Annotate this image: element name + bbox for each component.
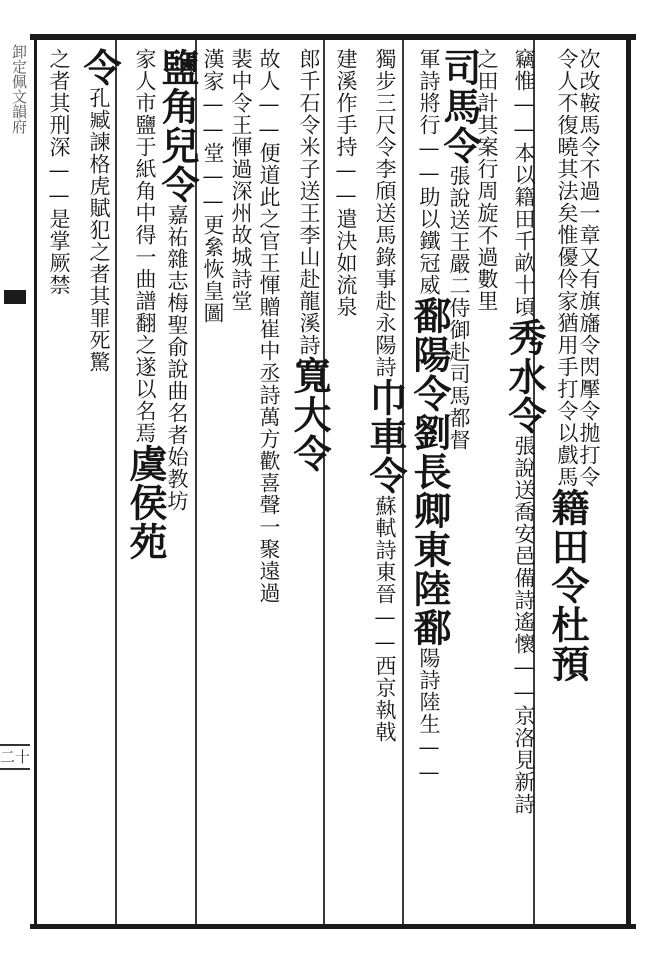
heading-yuhou: 虞侯苑 xyxy=(123,444,168,561)
margin-title: 卸定佩文韻府 xyxy=(10,44,28,134)
text-column-16: 之者其刑深——是掌厥禁 xyxy=(47,48,71,296)
heading-kuanda: 寬大令 xyxy=(287,356,332,473)
text-column-14: 家人市鹽于紙角中得一曲譜翻之遂以名焉虞侯苑 xyxy=(123,48,168,561)
text-column-13: 鹽角兒令嘉祐雜志梅聖俞說曲名者始教坊 xyxy=(155,48,200,512)
text-column-1: 次改鞍馬令不過一章又有旗旛令閃擪令拋打令 xyxy=(577,48,601,488)
text-column-12: 漢家——堂——更絫恢皇圖 xyxy=(201,48,225,324)
margin-marker xyxy=(4,290,26,304)
text-column-4: 之田計其案行周旋不過數里 xyxy=(475,48,499,312)
page-border-bottom xyxy=(30,924,636,929)
heading-zhongche: 巾車令 xyxy=(363,378,408,495)
page-border-top xyxy=(30,34,636,40)
page-border-left xyxy=(34,34,37,929)
text-column-7: 獨步三尺令李頎送馬錄事赴永陽詩巾車令蘇軾詩東晉——西京執戟 xyxy=(363,48,408,743)
heading-yanjiao: 鹽角兒令 xyxy=(155,48,200,204)
page-number: 二十 xyxy=(0,744,30,770)
heading-sima: 司馬令 xyxy=(437,48,482,165)
text-column-10: 故人——便道此之官王惲贈崔中丞詩萬方歡喜聲一聚遠過 xyxy=(257,48,281,604)
heading-xiushui: 秀水令 xyxy=(502,318,547,435)
text-column-6: 軍詩將行——助以鐵冠威鄱陽令劉長卿東陸鄱陽詩陸生—— xyxy=(407,48,452,785)
text-column-15: 令孔臧諫格虎賦犯之者其罪死驚 xyxy=(77,48,122,373)
text-column-2: 令人不復曉其法矣惟優伶家猶用手打令以戲馬籍田令杜預 xyxy=(545,48,590,683)
heading-poyang: 鄱陽令劉長卿東陸鄱 xyxy=(407,296,452,647)
text-column-8: 建溪作手持——遣決如流泉 xyxy=(334,48,358,318)
text-column-11: 裴中令王惲過深州故城詩堂 xyxy=(229,48,253,312)
text-column-9: 郎千石令米子送王李山赴龍溪詩寬大令 xyxy=(287,48,332,473)
page-border-right xyxy=(626,34,631,929)
heading-ling: 令 xyxy=(77,48,122,87)
text-column-3: 竊惟——本以籍田千畝十頃秀水令張說送喬安邑備詩遙懷——京洛見新詩 xyxy=(502,48,547,815)
text-column-5: 司馬令張說送王嚴二侍御赴司馬都督 xyxy=(437,48,482,451)
heading-jitian: 籍田令杜預 xyxy=(545,488,590,683)
